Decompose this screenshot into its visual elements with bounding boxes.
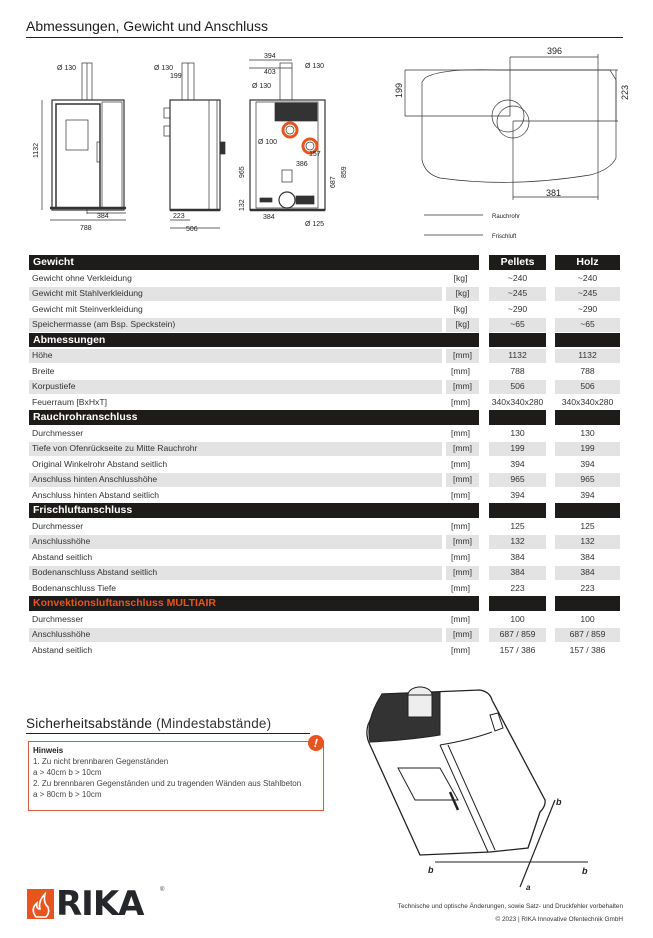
svg-text:Ø 130: Ø 130 xyxy=(305,63,325,70)
row-label: Tiefe von Ofenrückseite zu Mitte Rauchrohr xyxy=(29,442,442,456)
pellets-value: 506 xyxy=(489,380,546,394)
svg-text:Ø 130: Ø 130 xyxy=(57,65,77,72)
flame-icon xyxy=(27,889,54,919)
svg-text:a: a xyxy=(526,883,531,892)
holz-value: 125 xyxy=(580,520,595,531)
row-unit: [kg] xyxy=(446,287,479,301)
row-unit: [mm] xyxy=(450,520,471,531)
svg-text:157: 157 xyxy=(309,151,321,158)
col-header-holz: Holz xyxy=(555,255,620,270)
table-row xyxy=(29,550,620,566)
registered-mark: ® xyxy=(160,887,165,893)
svg-text:199: 199 xyxy=(170,73,182,80)
table-row xyxy=(29,457,620,473)
holz-value: 788 xyxy=(580,365,595,376)
table-row xyxy=(29,395,620,411)
safety-title xyxy=(26,716,310,734)
row-unit: [mm] xyxy=(446,535,479,549)
table-row xyxy=(29,379,620,395)
note-line: 1. Zu nicht brennbaren Gegenständen xyxy=(33,757,169,766)
rika-logo xyxy=(27,884,167,924)
row-label: Speichermasse (am Bsp. Speckstein) xyxy=(29,318,442,332)
section-header-konvektionsluftanschluss xyxy=(29,596,620,611)
svg-text:Rauchrohr: Rauchrohr xyxy=(492,214,521,220)
row-unit: [mm] xyxy=(446,566,479,580)
col-header-blank xyxy=(555,503,620,518)
exclamation-icon: ! xyxy=(306,733,326,753)
holz-value: ~65 xyxy=(555,318,620,332)
svg-text:b: b xyxy=(556,797,562,807)
svg-text:506: 506 xyxy=(186,226,198,233)
disclaimer: Technische und optische Änderungen, sowie Satz- und Druckfehler vorbehalten xyxy=(397,903,623,910)
section-title: Rauchrohranschluss xyxy=(29,410,479,425)
svg-text:381: 381 xyxy=(546,188,562,198)
svg-text:132: 132 xyxy=(239,199,246,211)
table-row xyxy=(29,643,620,659)
safety-title-sub: (Mindestabstände) xyxy=(156,716,272,731)
pellets-value: ~240 xyxy=(507,272,528,283)
svg-text:403: 403 xyxy=(264,69,276,76)
pellets-value: 394 xyxy=(510,458,525,469)
table-row xyxy=(29,364,620,380)
note-line: 2. Zu brennbaren Gegenständen und zu tragenden Wänden aus Stahlbeton xyxy=(33,779,302,788)
section-title: Gewicht xyxy=(29,255,479,270)
pellets-value: 384 xyxy=(510,551,525,562)
pellets-value: ~245 xyxy=(489,287,546,301)
row-unit: [mm] xyxy=(446,628,479,642)
table-row xyxy=(29,534,620,550)
svg-text:Ø 100: Ø 100 xyxy=(258,139,278,146)
svg-text:Ø 130: Ø 130 xyxy=(252,83,272,90)
table-row xyxy=(29,581,620,597)
row-label: Höhe xyxy=(29,349,442,363)
row-label: Abstand seitlich xyxy=(32,644,93,655)
svg-text:386: 386 xyxy=(296,161,308,168)
section-header-frischluftanschluss xyxy=(29,503,620,518)
row-label: Korpustiefe xyxy=(29,380,442,394)
table-row xyxy=(29,317,620,333)
pellets-value: 223 xyxy=(510,582,525,593)
svg-text:394: 394 xyxy=(264,53,276,60)
row-unit: [mm] xyxy=(446,349,479,363)
holz-value: 100 xyxy=(580,613,595,624)
table-row xyxy=(29,286,620,302)
row-unit: [mm] xyxy=(450,613,471,624)
svg-text:223: 223 xyxy=(620,84,630,100)
col-header-pellets: Pellets xyxy=(489,255,546,270)
note-box xyxy=(28,741,324,811)
brand-wordmark: RIKA xyxy=(56,884,144,924)
holz-value: 199 xyxy=(555,442,620,456)
svg-text:788: 788 xyxy=(80,225,92,232)
row-unit: [mm] xyxy=(450,644,471,655)
table-row xyxy=(29,348,620,364)
top-view-drawing xyxy=(380,40,640,250)
stove-clearance-diagram xyxy=(340,680,630,895)
holz-value: 340x340x280 xyxy=(561,396,614,407)
section-header-rauchrohranschluss xyxy=(29,410,620,425)
table-row xyxy=(29,426,620,442)
row-label: Durchmesser xyxy=(32,613,84,624)
holz-value: 687 / 859 xyxy=(555,628,620,642)
holz-value: 394 xyxy=(580,458,595,469)
svg-text:384: 384 xyxy=(97,213,109,220)
row-unit: [mm] xyxy=(450,551,471,562)
row-label: Bodenanschluss Abstand seitlich xyxy=(29,566,442,580)
pellets-value: 965 xyxy=(489,473,546,487)
table-row xyxy=(29,271,620,287)
row-unit: [mm] xyxy=(450,396,471,407)
svg-text:Ø 125: Ø 125 xyxy=(305,221,325,228)
row-label: Feuerraum [BxHxT] xyxy=(32,396,107,407)
holz-value: ~240 xyxy=(577,272,598,283)
table-row xyxy=(29,627,620,643)
svg-text:965: 965 xyxy=(239,166,246,178)
row-label: Original Winkelrohr Abstand seitlich xyxy=(32,458,168,469)
pellets-value: 199 xyxy=(489,442,546,456)
row-label: Gewicht ohne Verkleidung xyxy=(32,272,132,283)
svg-text:859: 859 xyxy=(341,166,348,178)
pellets-value: 100 xyxy=(510,613,525,624)
row-label: Anschlusshöhe xyxy=(29,535,442,549)
row-label: Abstand seitlich xyxy=(32,551,93,562)
row-label: Gewicht mit Stahlverkleidung xyxy=(29,287,442,301)
col-header-blank xyxy=(489,596,546,611)
page-title: Abmessungen, Gewicht und Anschluss xyxy=(26,18,623,38)
holz-value: 384 xyxy=(580,551,595,562)
table-row xyxy=(29,472,620,488)
stove-technical-drawings xyxy=(20,48,350,238)
safety-title-main: Sicherheitsabstände xyxy=(26,716,153,731)
holz-value: 506 xyxy=(555,380,620,394)
holz-value: ~245 xyxy=(555,287,620,301)
col-header-blank xyxy=(555,410,620,425)
row-unit: [mm] xyxy=(450,365,471,376)
pellets-value: 125 xyxy=(510,520,525,531)
table-row xyxy=(29,302,620,318)
pellets-value: 384 xyxy=(489,566,546,580)
row-label: Anschluss hinten Anschlusshöhe xyxy=(29,473,442,487)
row-unit: [mm] xyxy=(446,473,479,487)
col-header-blank xyxy=(555,596,620,611)
row-label: Anschlusshöhe xyxy=(29,628,442,642)
pellets-value: 157 / 386 xyxy=(499,644,536,655)
row-unit: [mm] xyxy=(450,427,471,438)
section-title: Konvektionsluftanschluss MULTIAIR xyxy=(29,596,479,611)
holz-value: 1132 xyxy=(555,349,620,363)
row-unit: [mm] xyxy=(446,442,479,456)
row-label: Bodenanschluss Tiefe xyxy=(32,582,117,593)
svg-text:b: b xyxy=(428,865,434,875)
pellets-value: 130 xyxy=(510,427,525,438)
side-view-drawing xyxy=(164,63,225,228)
section-title: Frischluftanschluss xyxy=(29,503,479,518)
table-row xyxy=(29,519,620,535)
section-header-gewicht xyxy=(29,255,620,270)
svg-text:687: 687 xyxy=(330,176,337,188)
col-header-blank xyxy=(555,333,620,348)
row-label: Anschluss hinten Abstand seitlich xyxy=(32,489,160,500)
row-label: Durchmesser xyxy=(32,520,84,531)
row-unit: [mm] xyxy=(450,458,471,469)
svg-text:384: 384 xyxy=(263,214,275,221)
note-title: Hinweis xyxy=(33,746,64,755)
svg-text:199: 199 xyxy=(394,82,404,98)
note-line: a > 80cm b > 10cm xyxy=(33,790,102,799)
holz-value: 223 xyxy=(580,582,595,593)
row-label: Gewicht mit Steinverkleidung xyxy=(32,303,143,314)
row-unit: [mm] xyxy=(450,582,471,593)
table-row xyxy=(29,441,620,457)
row-label: Breite xyxy=(32,365,55,376)
holz-value: 157 / 386 xyxy=(569,644,606,655)
pellets-value: 132 xyxy=(489,535,546,549)
svg-text:396: 396 xyxy=(547,46,563,56)
holz-value: ~290 xyxy=(577,303,598,314)
row-unit: [mm] xyxy=(450,489,471,500)
section-header-abmessungen xyxy=(29,333,620,348)
row-unit: [kg] xyxy=(453,272,468,283)
note-line: a > 40cm b > 10cm xyxy=(33,768,102,777)
svg-text:1132: 1132 xyxy=(33,142,40,158)
col-header-blank xyxy=(489,333,546,348)
spec-table xyxy=(29,255,620,658)
table-row xyxy=(29,488,620,504)
footer-note xyxy=(398,900,623,926)
pellets-value: ~65 xyxy=(489,318,546,332)
holz-value: 384 xyxy=(555,566,620,580)
row-unit: [kg] xyxy=(453,303,468,314)
table-row xyxy=(29,612,620,628)
pellets-value: 340x340x280 xyxy=(491,396,544,407)
pellets-value: 1132 xyxy=(489,349,546,363)
holz-value: 132 xyxy=(555,535,620,549)
table-row xyxy=(29,565,620,581)
svg-text:b: b xyxy=(582,866,588,876)
pellets-value: 394 xyxy=(510,489,525,500)
holz-value: 965 xyxy=(555,473,620,487)
row-label: Durchmesser xyxy=(32,427,84,438)
copyright: © 2023 | RIKA Innovative Ofentechnik GmbH xyxy=(495,916,623,923)
holz-value: 394 xyxy=(580,489,595,500)
holz-value: 130 xyxy=(580,427,595,438)
pellets-value: 788 xyxy=(510,365,525,376)
row-unit: [mm] xyxy=(446,380,479,394)
row-unit: [kg] xyxy=(446,318,479,332)
col-header-blank xyxy=(489,503,546,518)
front-view-drawing xyxy=(42,63,126,220)
section-title: Abmessungen xyxy=(29,333,479,348)
svg-text:Frischluft: Frischluft xyxy=(492,234,517,240)
pellets-value: ~290 xyxy=(507,303,528,314)
pellets-value: 687 / 859 xyxy=(489,628,546,642)
col-header-blank xyxy=(489,410,546,425)
svg-text:223: 223 xyxy=(173,213,185,220)
svg-text:Ø 130: Ø 130 xyxy=(154,65,174,72)
